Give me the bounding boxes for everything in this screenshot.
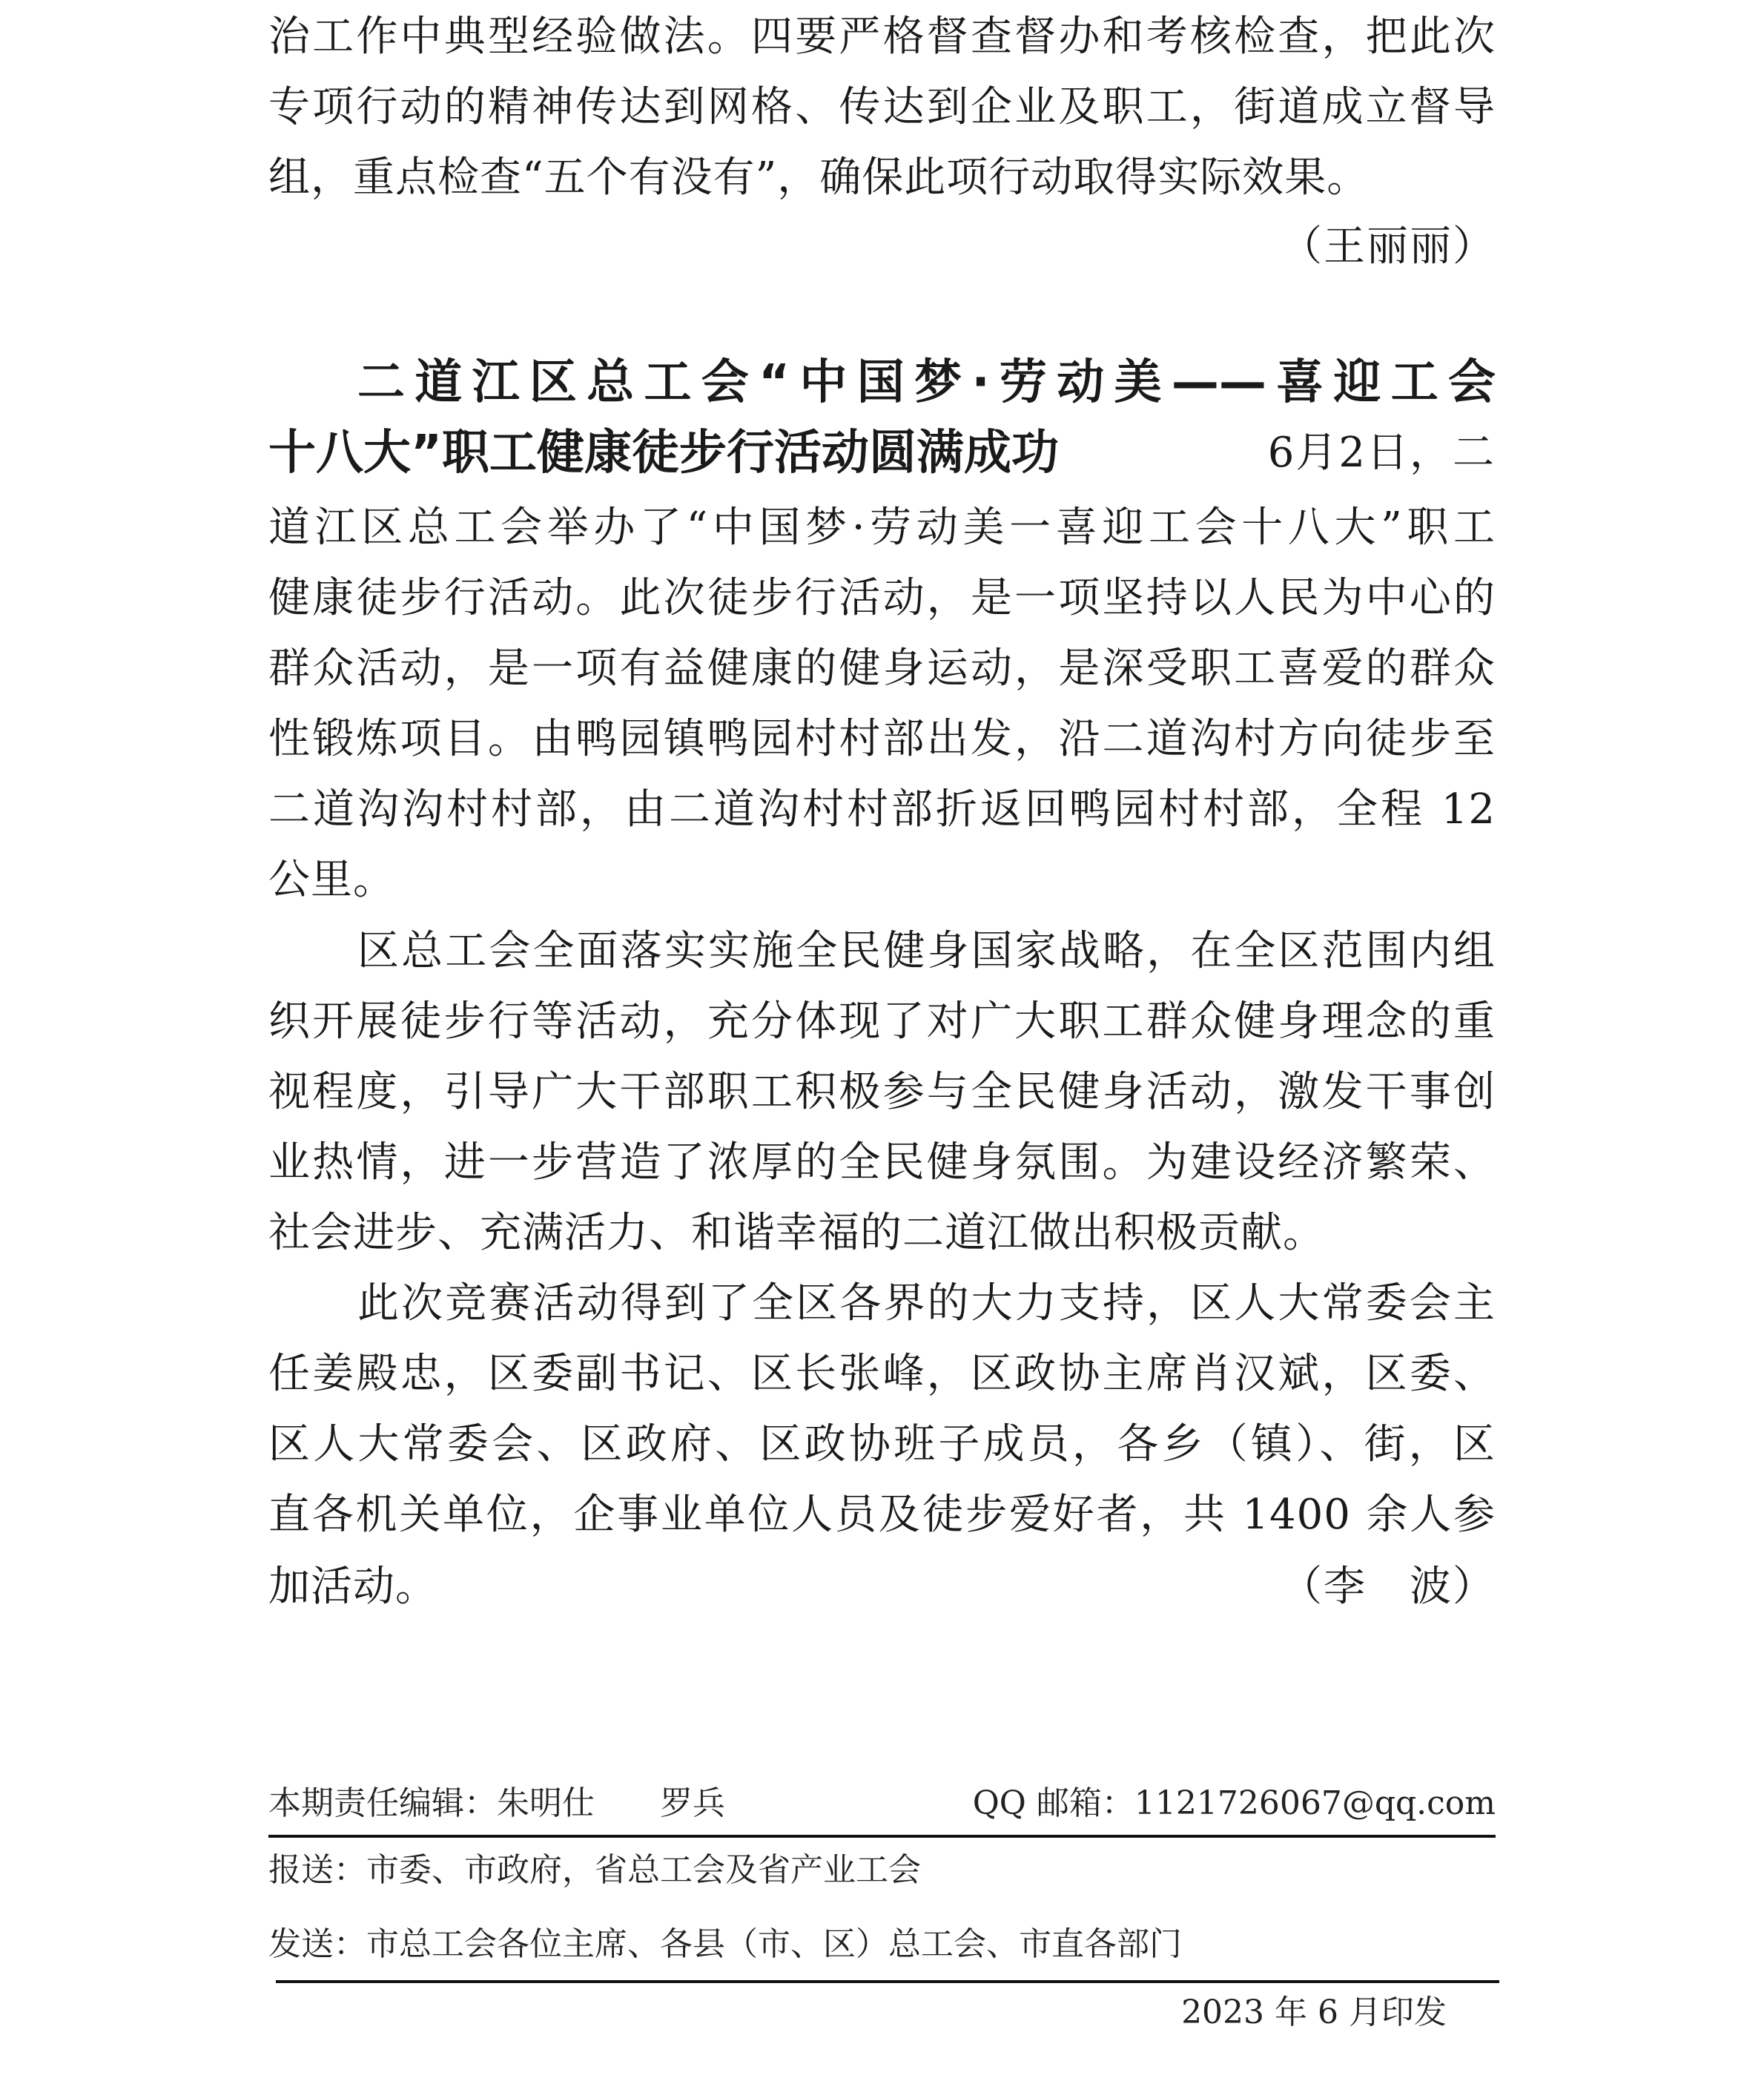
print-date: 2023 年 6 月印发 bbox=[1181, 1993, 1447, 2031]
article-title-line-2: 十八大”职工健康徒步行活动圆满成功 bbox=[268, 426, 1060, 481]
para3-line-4: 直各机关单位，企事业单位人员及徒步爱好者，共 1400 余人参 bbox=[268, 1491, 1496, 1539]
footer-divider-top bbox=[268, 1835, 1496, 1838]
para1-line-4: 性锻炼项目。由鸭园镇鸭园村村部出发，沿二道沟村方向徒步至 bbox=[268, 715, 1496, 763]
para3-line-3: 区人大常委会、区政府、区政协班子成员，各乡（镇）、街，区 bbox=[268, 1420, 1496, 1468]
para3-line-1: 此次竞赛活动得到了全区各界的大力支持，区人大常委会主 bbox=[357, 1279, 1496, 1328]
para1-line-3: 群众活动，是一项有益健康的健身运动，是深受职工喜爱的群众 bbox=[268, 644, 1496, 693]
prev-article-line-3: 组，重点检查“五个有没有”，确保此项行动取得实际效果。 bbox=[268, 154, 1370, 202]
footer-divider-bottom bbox=[276, 1980, 1499, 1983]
para1-line-5: 二道沟沟村村部，由二道沟村村部折返回鸭园村村部，全程 12 bbox=[268, 785, 1496, 834]
prev-article-author: （王丽丽） bbox=[1281, 222, 1496, 271]
para1-line-2: 健康徒步行活动。此次徒步行活动，是一项坚持以人民为中心的 bbox=[268, 574, 1496, 622]
prev-article-line-1: 治工作中典型经验做法。四要严格督查督办和考核检查，把此次 bbox=[268, 13, 1496, 61]
article-title-line-1: 二道江区总工会“中国梦·劳动美——喜迎工会 bbox=[357, 355, 1496, 410]
para2-line-4: 业热情，进一步营造了浓厚的全民健身氛围。为建设经济繁荣、 bbox=[268, 1138, 1496, 1187]
para3-line-5: 加活动。 bbox=[268, 1563, 437, 1611]
para3-line-2: 任姜殿忠，区委副书记、区长张峰，区政协主席肖汉斌，区委、 bbox=[268, 1350, 1496, 1398]
editor-label: 本期责任编辑： bbox=[268, 1784, 497, 1822]
report-to: 报送：市委、市政府，省总工会及省产业工会 bbox=[268, 1851, 921, 1889]
para2-line-3: 视程度，引导广大干部职工积极参与全民健身活动，激发干事创 bbox=[268, 1068, 1496, 1116]
email-address: 1121726067@qq.com bbox=[1134, 1784, 1496, 1822]
email-line bbox=[973, 1781, 1496, 1826]
article-author: （李 波） bbox=[1281, 1563, 1496, 1611]
editor-line bbox=[268, 1781, 725, 1826]
para1-line-6: 公里。 bbox=[268, 856, 395, 904]
email-label: QQ 邮箱： bbox=[972, 1784, 1134, 1822]
article-title-line-2-row bbox=[268, 419, 1496, 487]
article-body-start: 6月2日，二 bbox=[1267, 429, 1496, 477]
para2-line-5: 社会进步、充满活力、和谐幸福的二道江做出积极贡献。 bbox=[268, 1209, 1325, 1257]
para2-line-1: 区总工会全面落实实施全民健身国家战略，在全区范围内组 bbox=[357, 927, 1496, 975]
prev-article-line-2: 专项行动的精神传达到网格、传达到企业及职工，街道成立督导 bbox=[268, 83, 1496, 131]
send-to: 发送：市总工会各位主席、各县（市、区）总工会、市直各部门 bbox=[268, 1925, 1182, 1963]
editor-names: 朱明仕 罗兵 bbox=[497, 1784, 725, 1822]
para2-line-2: 织开展徒步行等活动，充分体现了对广大职工群众健身理念的重 bbox=[268, 997, 1496, 1046]
para1-line-1: 道江区总工会举办了“中国梦·劳动美一喜迎工会十八大”职工 bbox=[268, 504, 1496, 552]
